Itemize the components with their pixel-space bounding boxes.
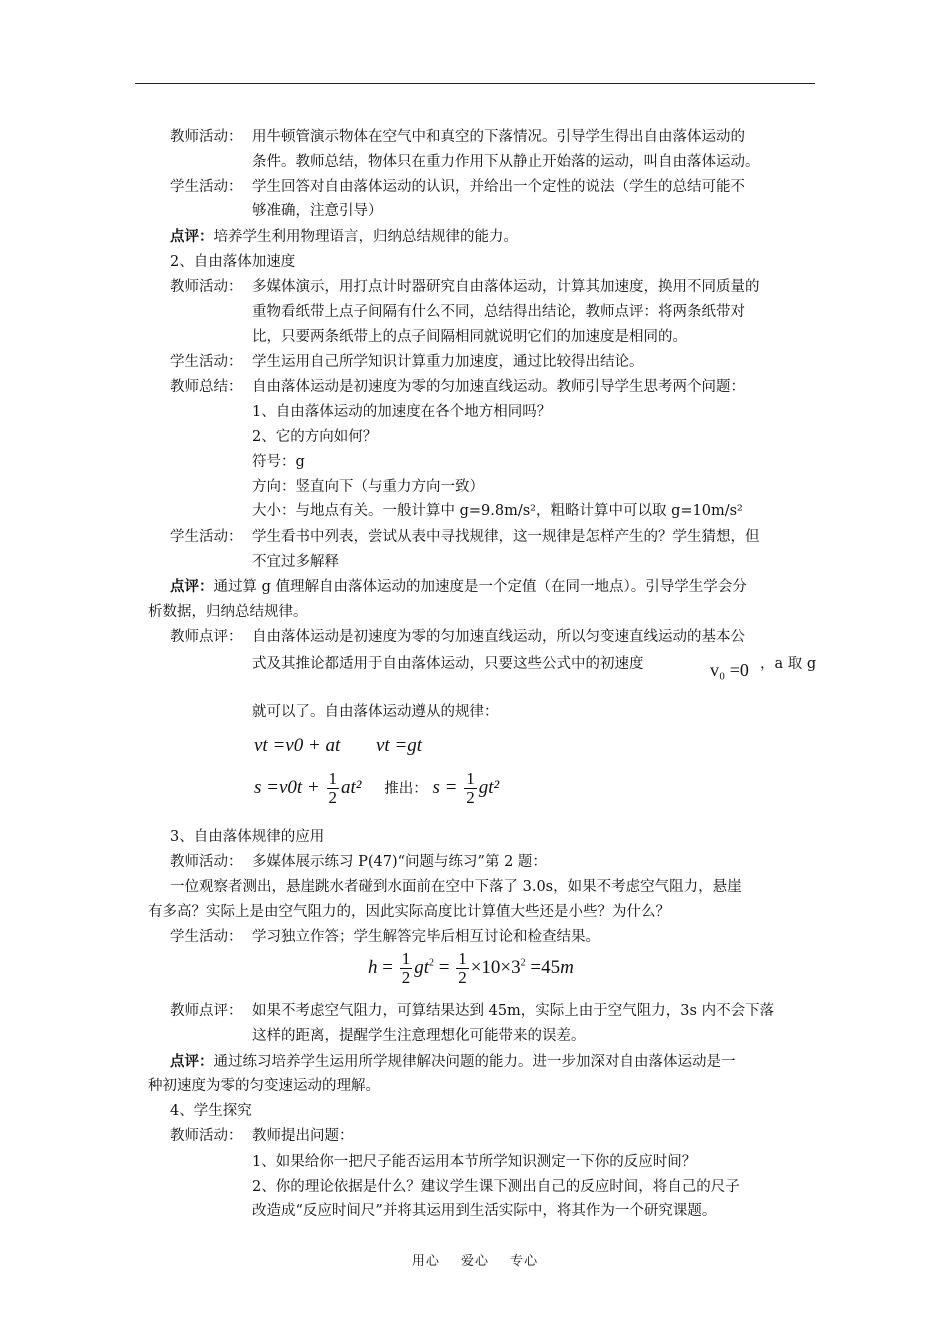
paragraph-text: 多媒体展示练习 P(47)“问题与练习”第 2 题： — [252, 854, 547, 870]
speaker-label: 教师活动： — [170, 129, 243, 145]
list-item-text: 1、自由落体运动的加速度在各个地方相同吗？ — [252, 404, 552, 420]
paragraph-text: 条件。教师总结，物体只在重力作用下从静止开始落的运动，叫自由落体运动。 — [252, 154, 760, 170]
list-item-text: 2、它的方向如何？ — [252, 429, 378, 445]
list-item-text: 改造成“反应时间尺”并将其运用到生活实际中，将其作为一个研究课题。 — [252, 1203, 717, 1219]
comment-label: 点评： — [170, 578, 214, 595]
comment-label: 点评： — [170, 228, 214, 245]
speaker-label: 学生活动： — [170, 179, 243, 195]
comment-continuation: 种初速度为零的匀变速运动的理解。 — [148, 1078, 380, 1094]
paragraph-text: 用牛顿管演示物体在空气中和真空的下落情况。引导学生得出自由落体运动的 — [252, 129, 745, 145]
paragraph-text: 如果不考虑空气阻力，可算结果达到 45m，实际上由于空气阻力，3s 内不会下落 — [252, 1003, 775, 1019]
speaker-label: 教师活动： — [170, 854, 243, 870]
paragraph-text: 不宜过多解释 — [252, 554, 339, 570]
footer-text: 爱心 — [460, 1254, 489, 1269]
speaker-label: 学生活动： — [170, 929, 243, 945]
section-heading: 4、学生探究 — [170, 1103, 252, 1119]
problem-text: 有多高？实际上是由空气阻力的，因此实际高度比计算值大些还是小些？为什么？ — [148, 904, 670, 920]
formula-velocity: vt =v0 + at — [254, 735, 341, 756]
paragraph-text: 学生回答对自由落体运动的认识，并给出一个定性的说法（学生的总结可能不 — [252, 179, 745, 195]
formula-displacement: s =v0t + $\frac{1}{2}$ at² 推出： s = $\frac{1}{2}$ gt² — [254, 769, 500, 807]
footer-text: 专心 — [510, 1254, 539, 1269]
paragraph-text: 式及其推论都适用于自由落体运动，只要这些公式中的初速度 — [252, 656, 644, 672]
comment — [170, 576, 747, 598]
speaker-label: 学生活动： — [170, 354, 243, 370]
formula-velocity-free-fall: vt =gt — [376, 735, 423, 756]
fraction-half: $\frac{1}{2}$ — [466, 769, 475, 807]
paragraph-text: 自由落体运动是初速度为零的匀加速直线运动，所以匀变速直线运动的基本公 — [252, 629, 745, 645]
speaker-label: 教师活动： — [170, 279, 243, 295]
paragraph-text: 学生看书中列表，尝试从表中寻找规律，这一规律是怎样产生的？学生猜想，但 — [252, 529, 760, 545]
comment-label: 点评： — [170, 1053, 214, 1070]
comment — [170, 226, 518, 248]
paragraph-text: 自由落体运动是初速度为零的匀加速直线运动。教师引导学生思考两个问题： — [252, 379, 745, 395]
comment-text: 通过算 g 值理解自由落体运动的加速度是一个定值（在同一地点）。引导学生学会分 — [213, 579, 747, 595]
problem-text: 一位观察者测出，悬崖跳水者碰到水面前在空中下落了 3.0s，如果不考虑空气阻力，悬崖 — [170, 879, 742, 895]
section-heading: 2、自由落体加速度 — [170, 254, 296, 270]
list-item-text: 大小：与地点有关。一般计算中 g=9.8m/s²，粗略计算中可以取 g=10m/s² — [252, 503, 743, 519]
list-item-text: 2、你的理论依据是什么？建议学生课下测出自己的反应时间，将自己的尺子 — [252, 1179, 740, 1195]
speaker-label: 教师活动： — [170, 1128, 243, 1144]
inline-formula-tail: ，a 取 g — [760, 656, 817, 672]
comment — [170, 1051, 736, 1073]
fraction-half: $\frac{1}{2}$ — [328, 769, 337, 807]
inline-formula-v0: v₀ =0 — [710, 660, 749, 680]
paragraph-text: 重物看纸带上点子间隔有什么不同，总结得出结论，教师点评：将两条纸带对 — [252, 304, 745, 320]
speaker-label: 学生活动： — [170, 529, 243, 545]
formula-height: h = $\frac{1}{2}$ $gt^2$ = $\frac{1}{2}$ $\times 10\times 3^2 =45m$ — [368, 949, 574, 987]
paragraph-text: 这样的距离，提醒学生注意理想化可能带来的误差。 — [252, 1028, 586, 1044]
speaker-label: 教师点评： — [170, 629, 243, 645]
footer-text: 用心 — [411, 1254, 440, 1269]
paragraph-text: 够准确，注意引导） — [252, 203, 383, 219]
paragraph-text: 教师提出问题： — [252, 1128, 354, 1144]
header-rule — [135, 83, 815, 84]
paragraph-text: 就可以了。自由落体运动遵从的规律： — [252, 704, 499, 720]
comment-text: 培养学生利用物理语言，归纳总结规律的能力。 — [213, 229, 518, 245]
list-item-text: 方向：竖直向下（与重力方向一致） — [252, 479, 484, 495]
paragraph-text: 多媒体演示，用打点计时器研究自由落体运动，计算其加速度，换用不同质量的 — [252, 279, 760, 295]
list-item-text: 1、如果给你一把尺子能否运用本节所学知识测定一下你的反应时间？ — [252, 1154, 697, 1170]
speaker-label: 教师总结： — [170, 379, 243, 395]
paragraph-text: 比，只要两条纸带上的点子间隔相同就说明它们的加速度是相同的。 — [252, 329, 687, 345]
paragraph-text: 学生运用自己所学知识计算重力加速度，通过比较得出结论。 — [252, 354, 644, 370]
paragraph-text: 学习独立作答；学生解答完毕后相互讨论和检查结果。 — [252, 929, 600, 945]
page-footer — [0, 1250, 950, 1269]
speaker-label: 教师点评： — [170, 1003, 243, 1019]
list-item-text: 符号：g — [252, 454, 305, 470]
comment-continuation: 析数据，归纳总结规律。 — [148, 604, 308, 620]
comment-text: 通过练习培养学生运用所学规律解决问题的能力。进一步加深对自由落体运动是一 — [213, 1054, 736, 1070]
section-heading: 3、自由落体规律的应用 — [170, 829, 325, 845]
